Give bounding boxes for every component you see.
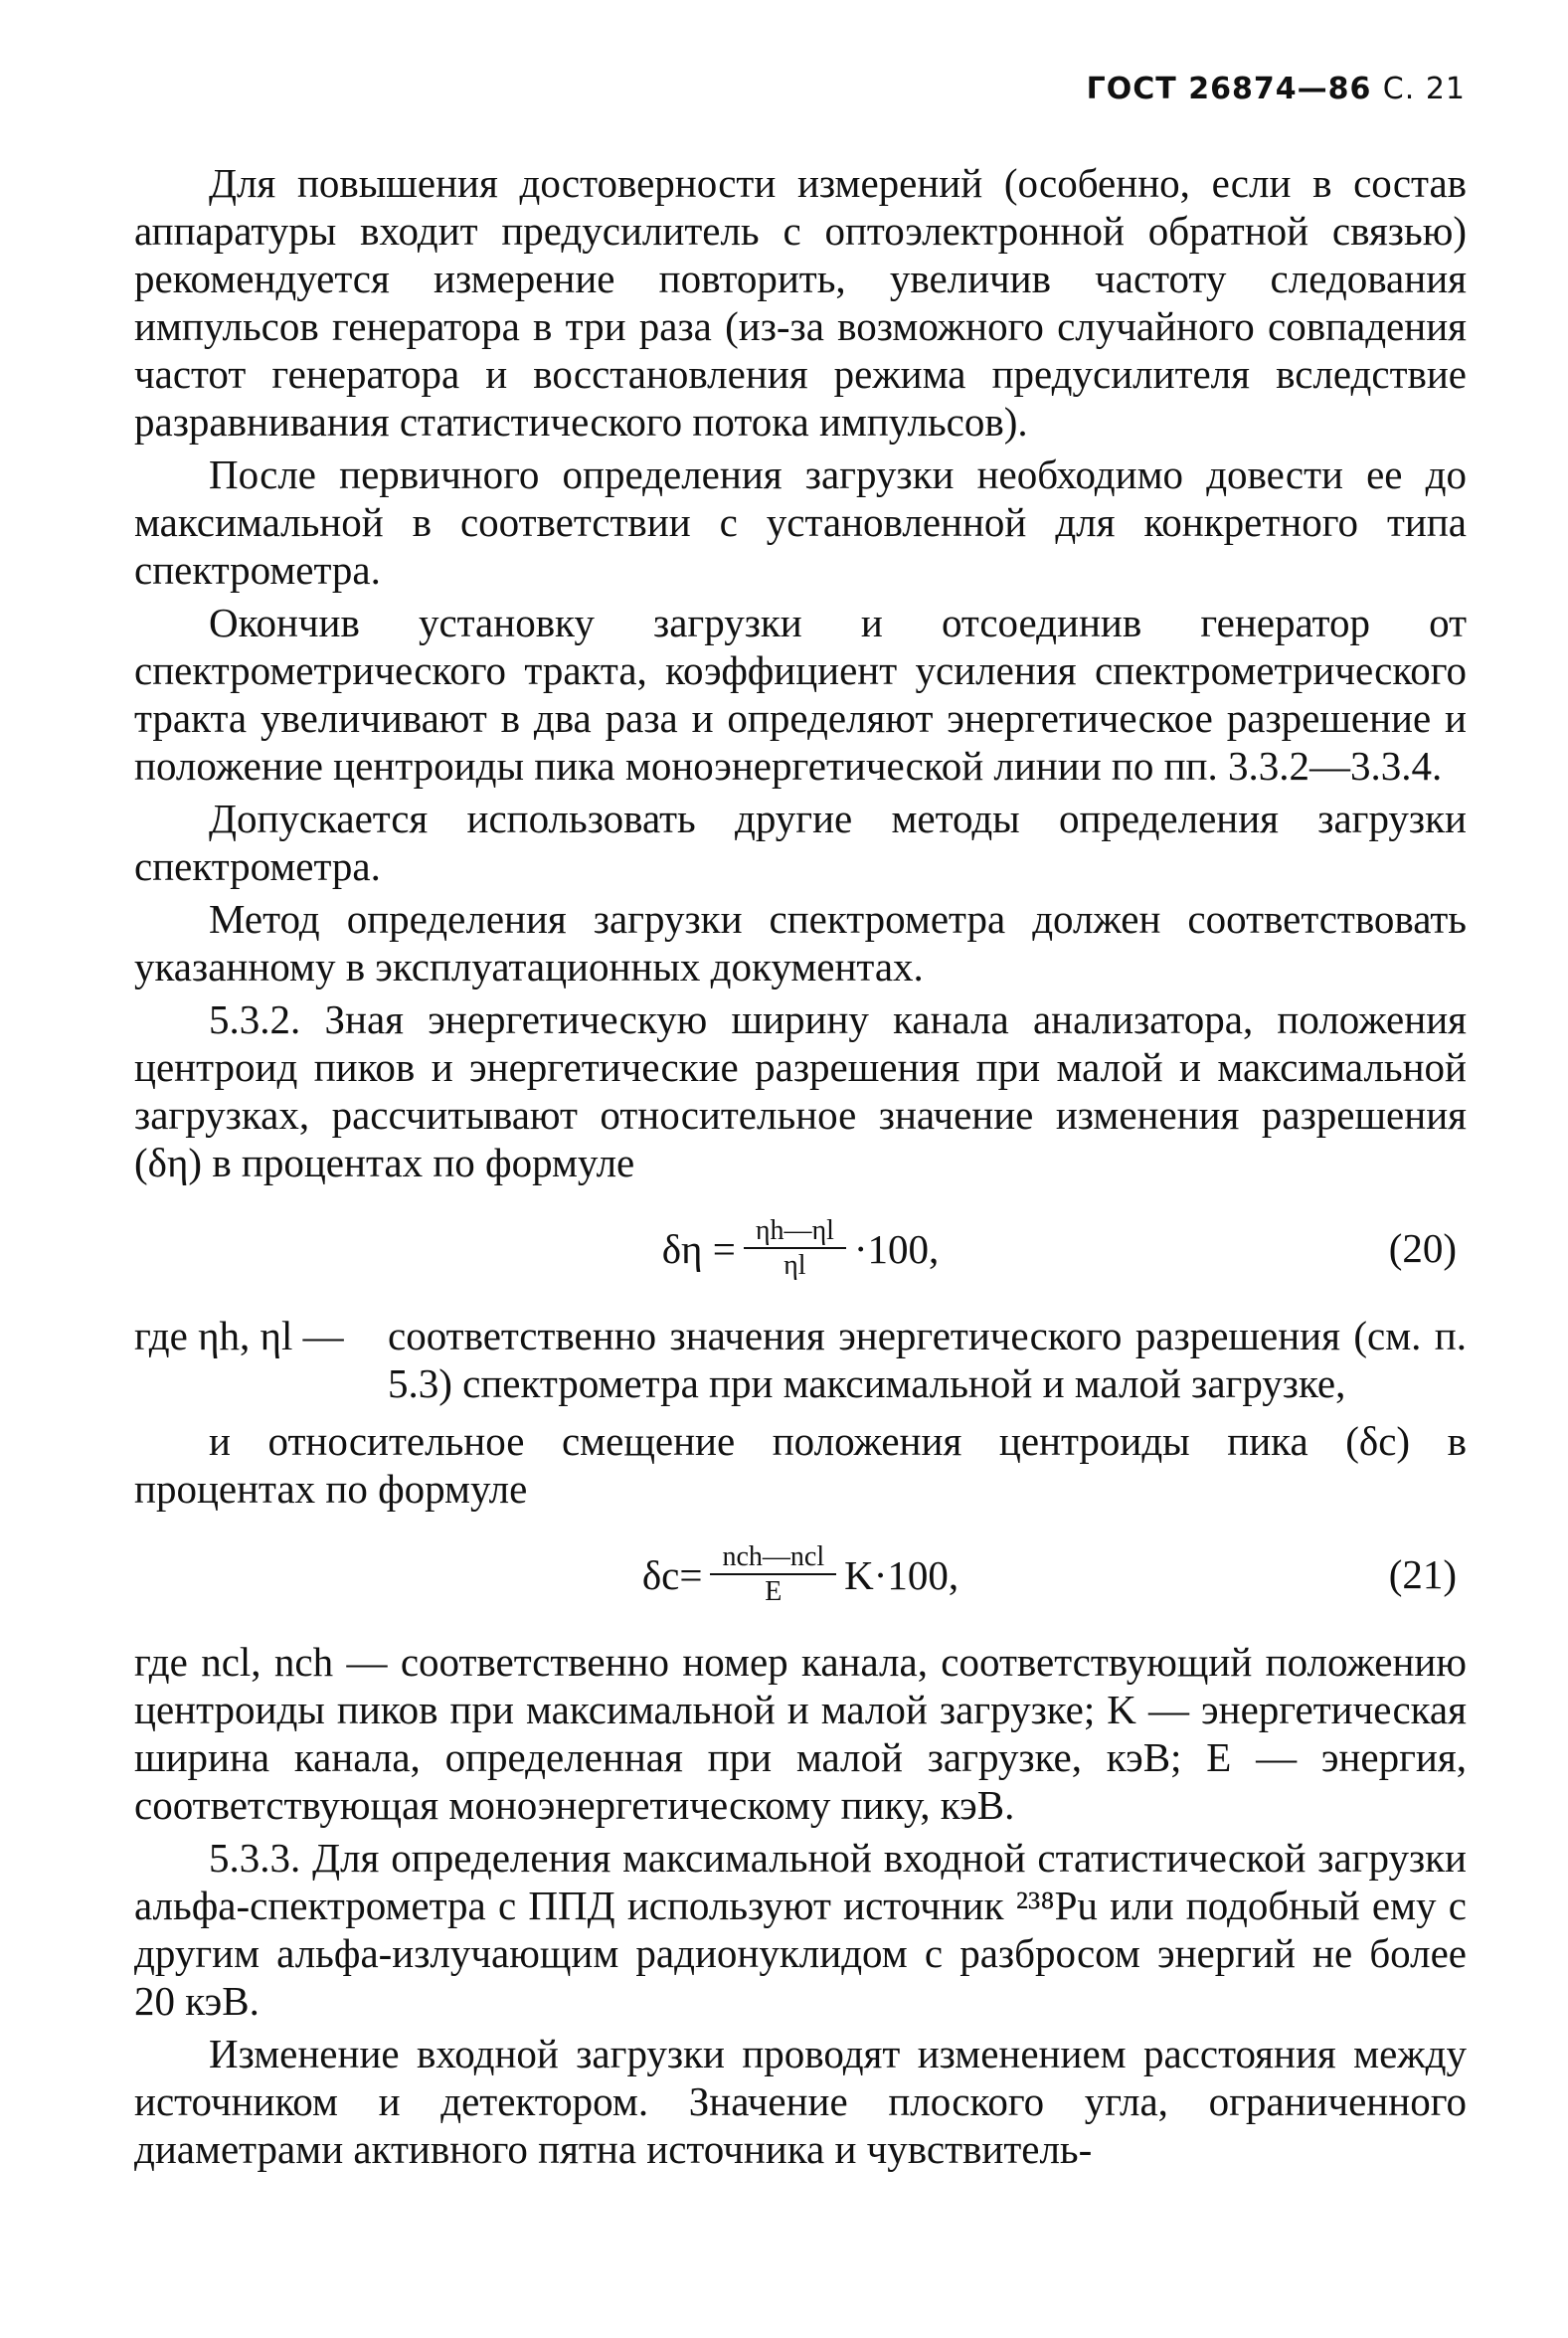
formula-rhs: ·100, — [853, 1226, 940, 1272]
formula-number: (20) — [1388, 1225, 1457, 1271]
formula-20 — [134, 1194, 1467, 1304]
formula-denominator: E — [765, 1576, 783, 1607]
paragraph: Изменение входной загрузки проводят изменением расстояния между источником и детектором. Значение плоского угла, ограниченного диаметрами активного пятна источника и чувствитель- — [134, 2031, 1467, 2172]
formula-fraction — [710, 1541, 836, 1609]
document-body — [134, 159, 1467, 2178]
where-label: где ηh, ηl — — [134, 1313, 344, 1358]
formula-21 — [134, 1521, 1467, 1630]
formula-denominator: ηl — [784, 1250, 806, 1281]
paragraph: Допускается использовать другие методы определения загрузки спектрометра. — [134, 796, 1467, 889]
paragraph: После первичного определения загрузки необходимо довести ее до максимальной в соответствии с установленной для конкретного типа спектрометра. — [134, 451, 1467, 593]
paragraph: Для повышения достоверности измерений (особенно, если в состав аппаратуры входит предусилитель с оптоэлектронной обратной связью) рекомендуется измерение повторить, увеличив частоту следования импульсов генератора в три раза (из-за возможного случайного совпадения частот генератора и восстановления режима предусилителя вследствие разравнивания статистического потока импульсов). — [134, 160, 1467, 445]
paragraph: 5.3.2. Зная энергетическую ширину канала анализатора, положения центроид пиков и энергетические разрешения при малой и максимальной загрузках, рассчитывают относительное значение изменения разрешения (δη) в процентах по формуле — [134, 996, 1467, 1185]
formula-lhs: δη = — [661, 1226, 736, 1272]
formula-rhs: K·100, — [844, 1552, 959, 1598]
standard-number: ГОСТ 26874—86 — [1086, 72, 1372, 106]
paragraph: Окончив установку загрузки и отсоединив генератор от спектрометрического тракта, коэффициент усиления спектрометрического тракта увеличивают в два раза и определяют энергетическое разрешение и положение центроиды пика моноэнергетической линии по пп. 3.3.2—3.3.4. — [134, 600, 1467, 789]
formula-lhs: δc= — [641, 1552, 703, 1598]
page-number: С. 21 — [1382, 72, 1466, 106]
page-header — [1087, 66, 1466, 113]
formula-numerator: nch—ncl — [710, 1541, 836, 1575]
formula-numerator: ηh—ηl — [744, 1215, 846, 1249]
paragraph: Метод определения загрузки спектрометра должен соответствовать указанному в эксплуатационных документах. — [134, 896, 1467, 989]
formula-number: (21) — [1388, 1551, 1457, 1597]
where-text: соответственно значения энергетического разрешения (см. п. 5.3) спектрометра при максимальной и малой загрузке, — [388, 1313, 1467, 1406]
paragraph: и относительное смещение положения центроиды пика (δc) в процентах по формуле — [134, 1418, 1467, 1512]
formula-fraction — [744, 1215, 846, 1283]
paragraph: где nсl, nсh — соответственно номер канала, соответствующий положению центроиды пиков при максимальной и малой загрузке; K — энергетическая ширина канала, определенная при малой загрузке, кэВ; E — энергия, соответствующая моноэнергетическому пику, кэВ. — [134, 1639, 1467, 1828]
paragraph: 5.3.3. Для определения максимальной входной статистической загрузки альфа-спектрометра с ППД используют источник ²³⁸Pu или подобный ему с другим альфа-излучающим радионуклидом с разбросом энергий не более 20 кэВ. — [134, 1835, 1467, 2024]
where-definition — [134, 1312, 1467, 1407]
